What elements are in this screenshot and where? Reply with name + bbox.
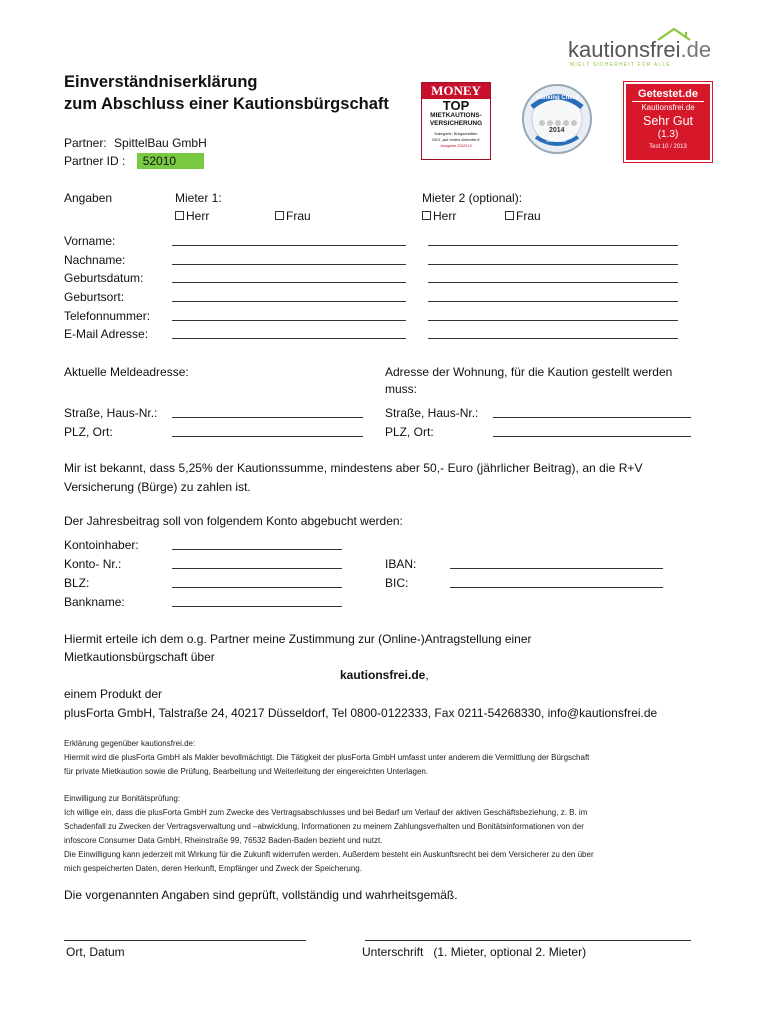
getestet-badge [624, 82, 712, 162]
tenant2-herr-label: Herr [433, 209, 457, 223]
field-label-nachname: Nachname: [64, 253, 126, 267]
field-label-telefonnummer: Telefonnummer: [64, 309, 151, 323]
consent-line1: Hiermit erteile ich dem o.g. Partner meine Zustimmung zur (Online-)Antragstellung einer [64, 632, 532, 646]
tenant1-email-line[interactable] [172, 338, 406, 339]
partner-label: Partner: [64, 136, 107, 150]
getestet-rating: Sehr Gut [642, 114, 694, 128]
place-date-line[interactable] [64, 940, 306, 941]
tenant1-vorname-line[interactable] [172, 245, 406, 246]
tenant1-frau-option[interactable] [275, 208, 311, 224]
partner-name: SpittelBau GmbH [114, 136, 207, 150]
angaben-label: Angaben [64, 191, 113, 205]
partner-id-label: Partner ID : [64, 154, 126, 168]
partner-id-row [64, 153, 204, 169]
bankingcheck-brand: Banking Check [536, 95, 580, 101]
bankname-label: Bankname: [64, 595, 125, 609]
company-info: plusForta GmbH, Talstraße 24, 40217 Düsseldorf, Tel 0800-0122333, Fax 0211-54268330, info@kautionsfrei.de [64, 706, 658, 720]
consent-brand-suffix: , [425, 668, 429, 682]
getestet-date: Test 10 / 2013 [649, 144, 687, 150]
bankingcheck-year: 2014 [549, 127, 565, 134]
field-label-geburtsdatum: Geburtsdatum: [64, 271, 144, 285]
account-number-line[interactable] [172, 568, 342, 569]
field-label-vorname: Vorname: [64, 234, 116, 248]
account-owner-label: Kontoinhaber: [64, 538, 139, 552]
current-street-label: Straße, Haus-Nr.: [64, 406, 158, 420]
field-label-email: E-Mail Adresse: [64, 327, 149, 341]
credit-line3: infoscore Consumer Data GmbH, Rheinstraße 99, 76532 Baden-Baden bezieht und nutzt. [64, 836, 383, 845]
credit-line2: Schadenfall zu Zwecken der Vertragsverwaltung und –abwicklung, Informationen zu meinem Zahlungsverhalten und Bonitätsinformationen von der [64, 822, 584, 831]
checkbox-icon[interactable] [505, 211, 514, 220]
tenant2-geburtsdatum-line[interactable] [428, 282, 678, 283]
consent-brand-name: kautionsfrei.de [340, 668, 426, 682]
logo-name: kautionsfrei [568, 37, 681, 62]
kautionsfrei-logo [560, 26, 720, 72]
tenant2-geburtsort-line[interactable] [428, 301, 678, 302]
consent-brand [340, 667, 429, 683]
tenant1-telefon-line[interactable] [172, 320, 406, 321]
field-label-geburtsort: Geburtsort: [64, 290, 125, 304]
tenant2-nachname-line[interactable] [428, 264, 678, 265]
bankingcheck-badge [518, 83, 596, 155]
logo-tld: .de [680, 37, 712, 62]
bank-intro: Der Jahresbeitrag soll von folgendem Konto abgebucht werden: [64, 514, 403, 528]
tenant1-frau-label: Frau [286, 209, 311, 223]
deposit-address-heading-line1: Adresse der Wohnung, für die Kaution gestellt werden [385, 365, 673, 379]
getestet-score: (1.3) [657, 129, 679, 140]
money-top: TOP [442, 98, 470, 113]
credit-line1: Ich willige ein, dass die plusForta GmbH zum Zwecke des Vertragsabschlusses und bei Bedarf um Verlauf der aktiven Geschäftsbeziehung, z. B. im [64, 808, 588, 817]
confirmation-statement: Die vorgenannten Angaben sind geprüft, vollständig und wahrheitsgemäß. [64, 888, 458, 902]
blz-line[interactable] [172, 587, 342, 588]
deposit-address-heading-line2: muss: [385, 382, 418, 396]
current-plz-label: PLZ, Ort: [64, 425, 113, 439]
tenant2-frau-label: Frau [516, 209, 541, 223]
signature-line[interactable] [365, 940, 691, 941]
fee-line1: Mir ist bekannt, dass 5,25% der Kautionssumme, mindestens aber 50,- Euro (jährlicher Beitrag), an die R+V [64, 461, 643, 475]
tenant2-telefon-line[interactable] [428, 320, 678, 321]
partner-row [64, 135, 207, 151]
tenant2-heading: Mieter 2 (optional): [422, 191, 523, 205]
iban-line[interactable] [450, 568, 663, 569]
bankname-line[interactable] [172, 606, 342, 607]
declaration-line2: für private Mietkaution sowie die Prüfung, Bearbeitung und Weiterleitung der eingereichten Unterlagen. [64, 767, 429, 776]
tenant1-herr-label: Herr [186, 209, 210, 223]
checkbox-icon[interactable] [275, 211, 284, 220]
getestet-brand: Getestet.de [632, 87, 704, 102]
account-owner-line[interactable] [172, 549, 342, 550]
tenant1-geburtsdatum-line[interactable] [172, 282, 406, 283]
current-address-heading: Aktuelle Meldeadresse: [64, 365, 189, 379]
tenant1-nachname-line[interactable] [172, 264, 406, 265]
declaration-heading: Erklärung gegenüber kautionsfrei.de: [64, 739, 196, 748]
signature-label: Unterschrift (1. Mieter, optional 2. Mieter) [362, 945, 587, 959]
credit-check-block [64, 792, 714, 876]
money-badge [421, 82, 491, 160]
logo-tagline: MIELT SICHERHEIT FÜR ALLE [570, 62, 671, 68]
declaration-line1: Hiermit wird die plusForta GmbH als Makler bevollmächtigt. Die Tätigkeit der plusForta GmbH umfasst unter anderem die Vermittlung der Bürgschaft [64, 753, 590, 762]
place-date-label: Ort, Datum [66, 945, 125, 959]
tenant2-herr-option[interactable] [422, 208, 456, 224]
deposit-plz-line[interactable] [493, 436, 691, 437]
money-note2: GKV „auf erstes Anfordern“ [431, 137, 481, 142]
title-line1: Einverständniserklärung [64, 73, 258, 91]
money-brand: MONEY [422, 83, 490, 99]
deposit-street-line[interactable] [493, 417, 691, 418]
money-product2: VERSICHERUNG [429, 120, 483, 127]
money-note1: Kategorie: Bürgschaften [434, 131, 478, 136]
current-plz-line[interactable] [172, 436, 363, 437]
iban-label: IBAN: [385, 557, 417, 571]
fee-notice [64, 460, 714, 495]
credit-heading: Einwilligung zur Bonitätsprüfung: [64, 794, 181, 803]
declaration-block [64, 737, 714, 779]
bankingcheck-note: Sehr Gut [546, 138, 567, 144]
tenant1-geburtsort-line[interactable] [172, 301, 406, 302]
deposit-plz-label: PLZ, Ort: [385, 425, 434, 439]
consent-line2: Mietkautionsbürgschaft über [64, 650, 215, 664]
credit-line5: mich gespeicherten Daten, deren Herkunft, Empfänger und Zweck der Speicherung. [64, 864, 362, 873]
fee-line2: Versicherung (Bürge) zu zahlen ist. [64, 480, 251, 494]
getestet-site: Kautionsfrei.de [641, 103, 695, 112]
tenant1-heading: Mieter 1: [175, 191, 222, 205]
money-product1: MIETKAUTIONS- [430, 112, 482, 119]
tenant2-frau-option[interactable] [505, 208, 541, 224]
account-number-label: Konto- Nr.: [64, 557, 122, 571]
checkbox-icon[interactable] [422, 211, 431, 220]
tenant1-herr-option[interactable] [175, 208, 209, 224]
money-issue: Ausgabe 20/2013 [440, 143, 472, 148]
tenant2-email-line[interactable] [428, 338, 678, 339]
credit-line4: Die Einwilligung kann jederzeit mit Wirkung für die Zukunft widerrufen werden. Außerdem besteht ein Auskunftsrecht bei dem Versicherer zu den über [64, 850, 594, 859]
deposit-street-label: Straße, Haus-Nr.: [385, 406, 479, 420]
checkbox-icon[interactable] [175, 211, 184, 220]
bic-line[interactable] [450, 587, 663, 588]
bic-label: BIC: [385, 576, 409, 590]
consent-line3: einem Produkt der [64, 687, 163, 701]
title-line2: zum Abschluss einer Kautionsbürgschaft [64, 95, 389, 113]
partner-id-value[interactable]: 52010 [137, 153, 204, 169]
title [64, 71, 389, 115]
tenant2-vorname-line[interactable] [428, 245, 678, 246]
current-street-line[interactable] [172, 417, 363, 418]
blz-label: BLZ: [64, 576, 90, 590]
